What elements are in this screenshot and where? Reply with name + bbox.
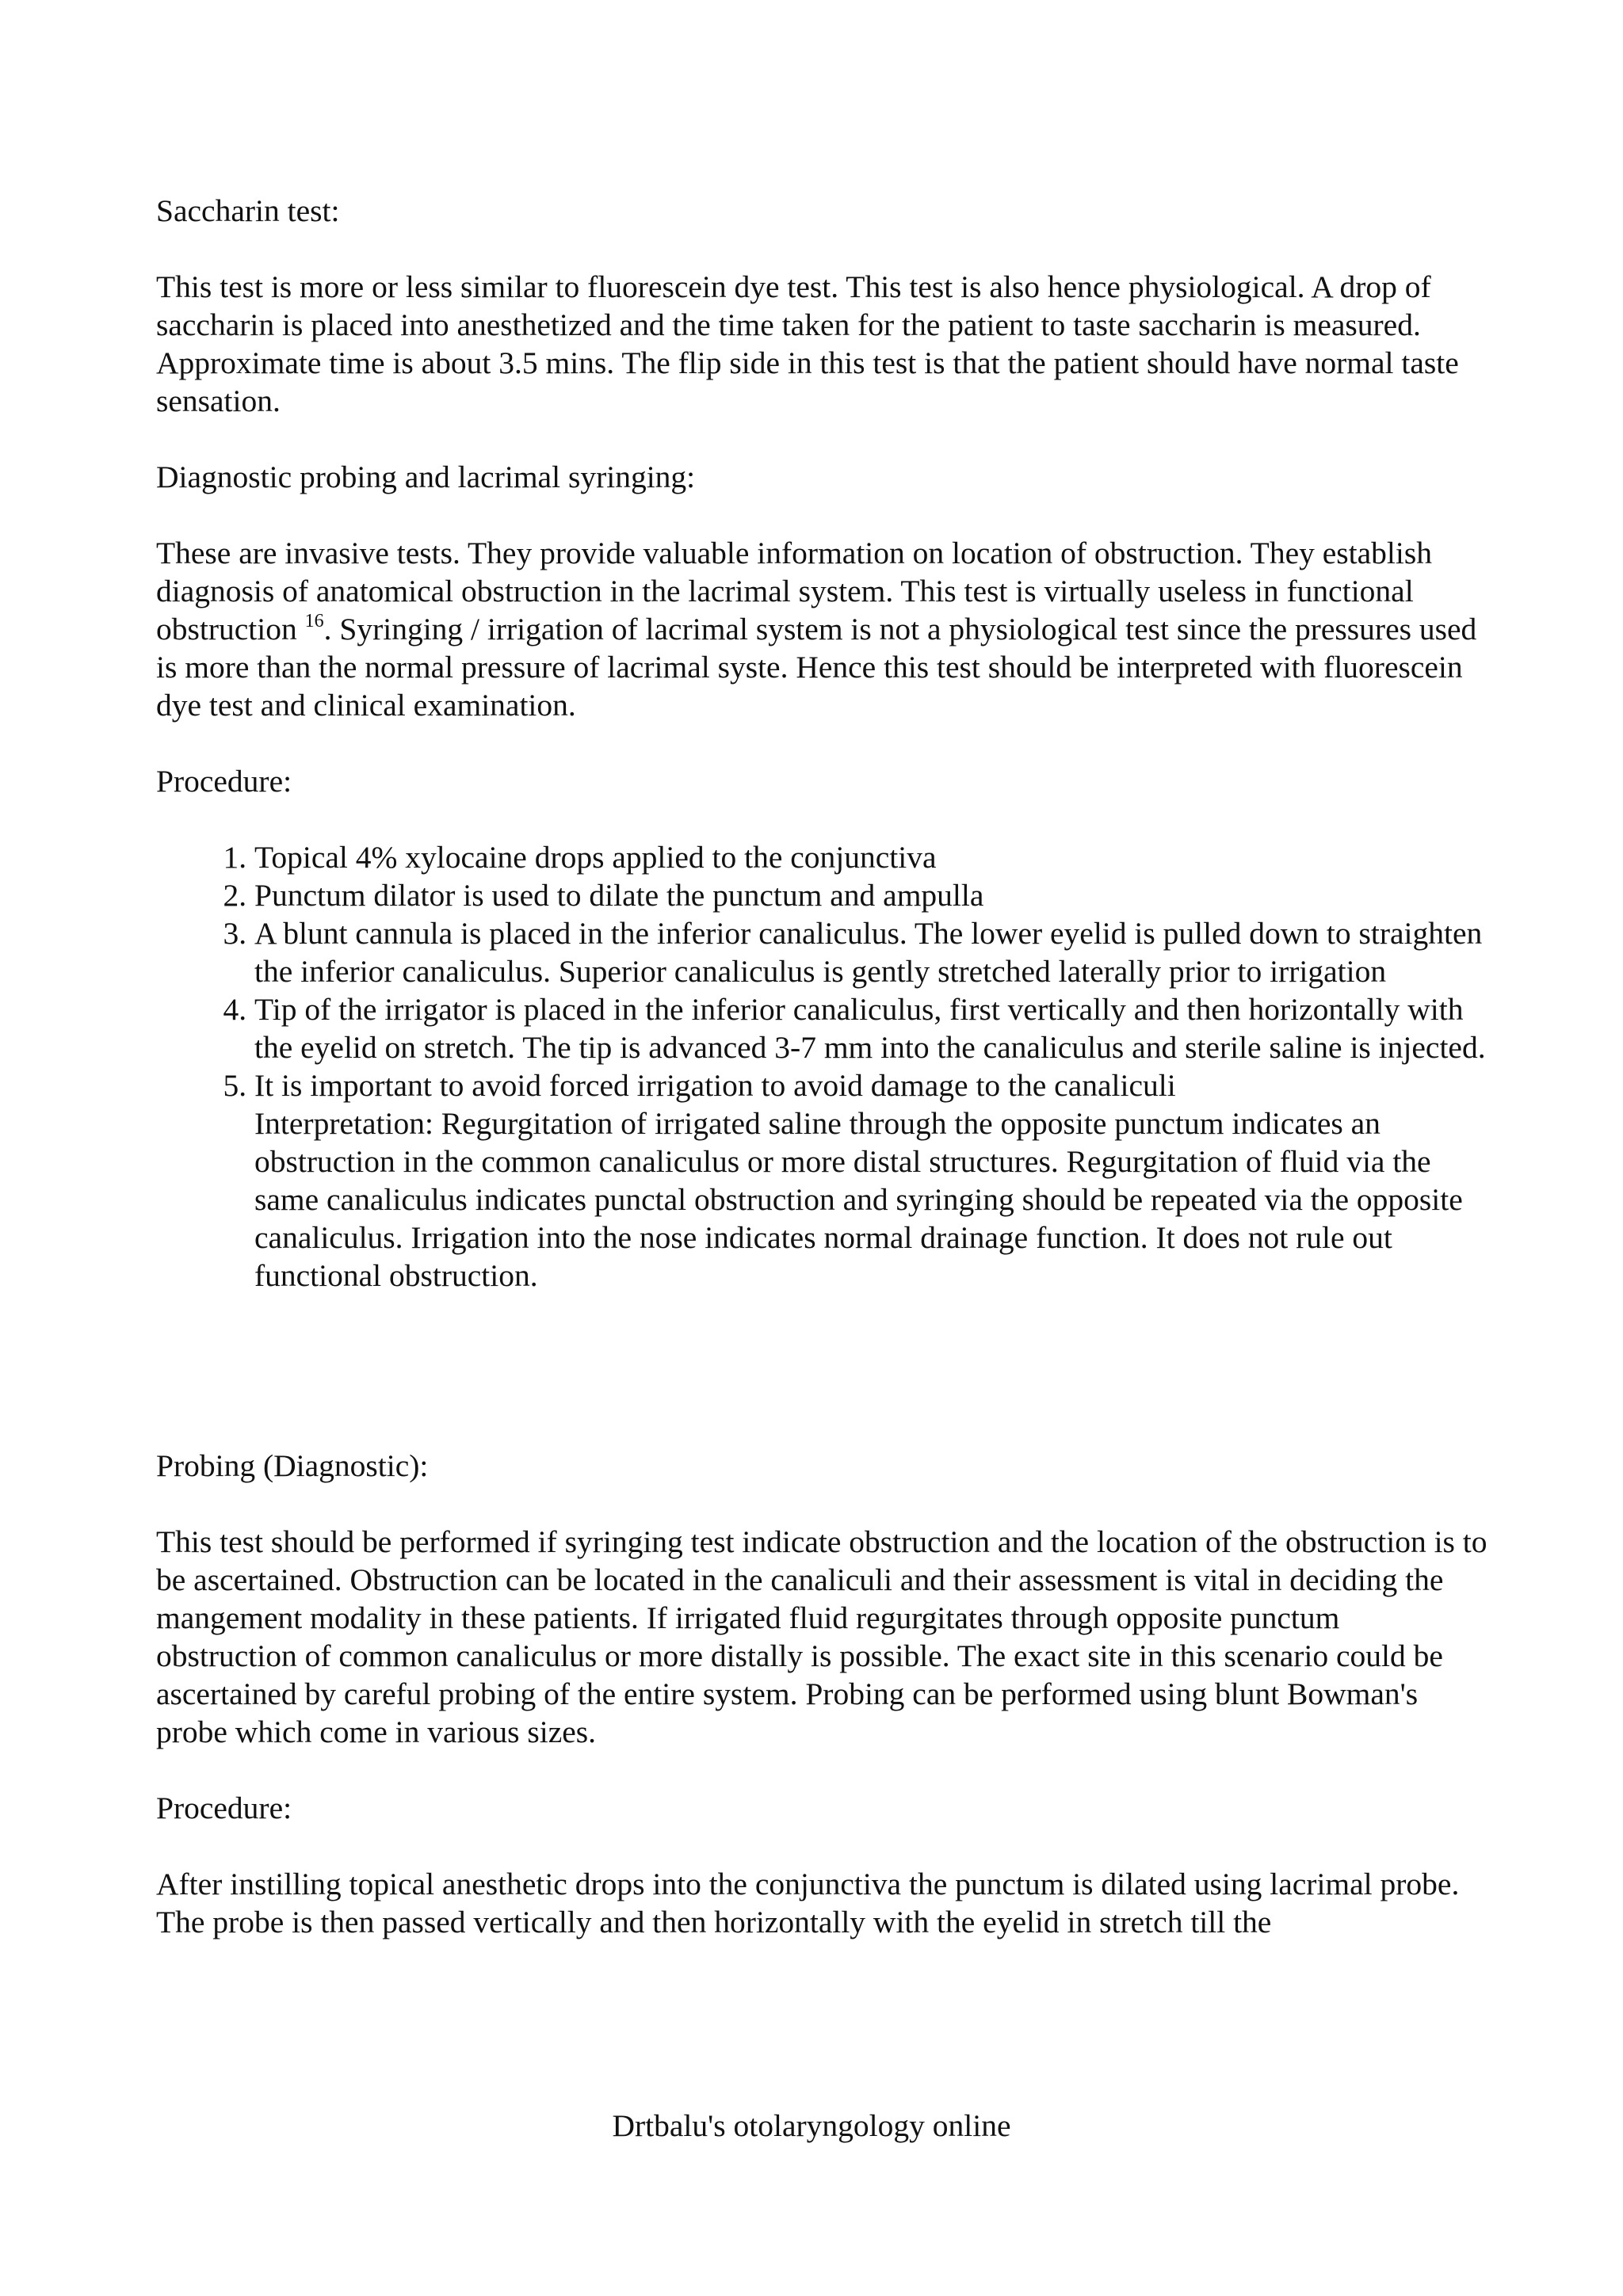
probing-diagnostic-heading: Probing (Diagnostic): — [156, 1448, 429, 1483]
procedure-step: 1. Topical 4% xylocaine drops applied to the conjunctiva — [254, 838, 1487, 876]
procedure-step: 4. Tip of the irrigator is placed in the inferior canaliculus, first vertically and then horizontally with the eyelid on stretch. The tip is advanced 3-7 mm into the canaliculus and sterile saline is injected. — [254, 990, 1487, 1066]
procedure-steps-list — [156, 838, 1487, 1104]
probing-syringing-body — [156, 534, 1487, 724]
probing-diagnostic-body: This test should be performed if syringing test indicate obstruction and the location of the obstruction is to be ascertained. Obstruction can be located in the canaliculi and their assessment is vital in deciding the mangement modality in these patients. If irrigated fluid regurgitates through opposite punctum obstruction of common canaliculus or more distally is possible. The exact site in this scenario could be ascertained by careful probing of the entire system. Probing can be performed using blunt Bowman's probe which come in various sizes. — [156, 1524, 1487, 1749]
procedure-step: 3. A blunt cannula is placed in the inferior canaliculus. The lower eyelid is pulled down to straighten the inferior canaliculus. Superior canaliculus is gently stretched laterally prior to irrigation — [254, 914, 1487, 990]
probing-syringing-heading: Diagnostic probing and lacrimal syringing: — [156, 460, 696, 494]
probing-syringing-text-part1: These are invasive tests. They provide valuable information on location of obstruction. They establish diagnosis of anatomical obstruction in the lacrimal system. This test is virtually useless in functional obstruction — [156, 536, 1432, 646]
document-page — [156, 192, 1487, 1979]
blank-gap — [156, 1295, 1487, 1447]
page-footer: Drtbalu's otolaryngology online — [612, 2108, 1011, 2143]
procedure-2-body: After instilling topical anesthetic drops into the conjunctiva the punctum is dilated using lacrimal probe. The probe is then passed vertically and then horizontally with the eyelid in stretch till the — [156, 1867, 1460, 1939]
interpretation-text: Interpretation: Regurgitation of irrigated saline through the opposite punctum indicates an obstruction in the common canaliculus or more distal structures. Regurgitation of fluid via the same canaliculus indicates punctal obstruction and syringing should be repeated via the opposite canaliculus. Irrigation into the nose indicates normal drainage function. It does not rule out functional obstruction. — [254, 1106, 1463, 1293]
saccharin-heading: Saccharin test: — [156, 193, 340, 228]
citation-superscript: 16 — [304, 610, 324, 631]
procedure-step: 2. Punctum dilator is used to dilate the punctum and ampulla — [254, 876, 1487, 914]
procedure-step: 5. It is important to avoid forced irrigation to avoid damage to the canaliculi — [254, 1066, 1487, 1104]
procedure-heading-2: Procedure: — [156, 1791, 292, 1825]
procedure-heading-1: Procedure: — [156, 764, 292, 799]
saccharin-body: This test is more or less similar to fluorescein dye test. This test is also hence physiological. A drop of saccharin is placed into anesthetized and the time taken for the patient to taste saccharin is measured. Approximate time is about 3.5 mins. The flip side in this test is that the patient should have normal taste sensation. — [156, 269, 1459, 418]
probing-syringing-text-part2: . Syringing / irrigation of lacrimal system is not a physiological test since the pressures used is more than the normal pressure of lacrimal syste. Hence this test should be interpreted with fluorescein dye test and clinical examination. — [156, 612, 1477, 723]
